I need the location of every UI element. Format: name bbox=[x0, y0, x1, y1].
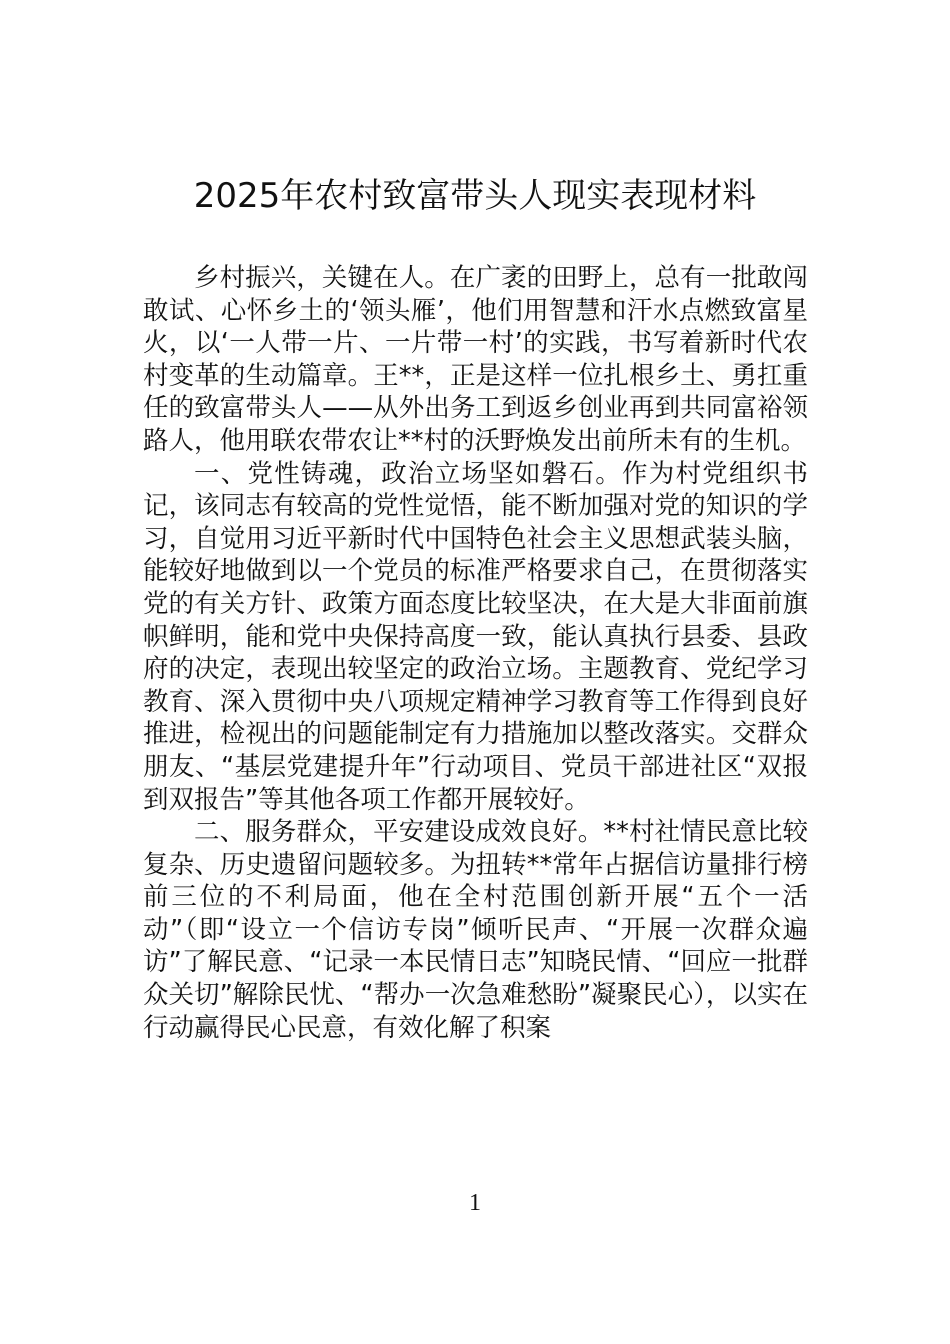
paragraph-section-one: 一、党性铸魂，政治立场坚如磐石。作为村党组织书记，该同志有较高的党性觉悟，能不断加强对党的知识的学习，自觉用习近平新时代中国特色社会主义思想武装头脑，能较好地做到以一个党员的标准严格要求自己，在贯彻落实党的有关方针、政策方面态度比较坚决，在大是大非面前旗帜鲜明，能和党中央保持高度一致，能认真执行县委、县政府的决定，表现出较坚定的政治立场。主题教育、党纪学习教育、深入贯彻中央八项规定精神学习教育等工作得到良好推进，检视出的问题能制定有力措施加以整改落实。交群众朋友、“基层党建提升年”行动项目、党员干部进社区“双报到双报告”等其他各项工作都开展较好。 bbox=[143, 458, 808, 815]
document-body bbox=[143, 262, 808, 1044]
paragraph-section-two: 二、服务群众，平安建设成效良好。**村社情民意比较复杂、历史遗留问题较多。为扭转**常年占据信访量排行榜前三位的不利局面，他在全村范围创新开展“五个一活动”（即“设立一个信访专岗”倾听民声、“开展一次群众遍访”了解民意、“记录一本民情日志”知晓民情、“回应一批群众关切”解除民忧、“帮办一次急难愁盼”凝聚民心），以实在行动赢得民心民意，有效化解了积案 bbox=[143, 817, 808, 1043]
page-number: 1 bbox=[469, 1190, 481, 1216]
document-title: 2025年农村致富带头人现实表现材料 bbox=[193, 176, 757, 216]
paragraph-intro: 乡村振兴，关键在人。在广袤的田野上，总有一批敢闯敢试、心怀乡土的‘领头雁’，他们用智慧和汗水点燃致富星火，以‘一人带一片、一片带一村’的实践，书写着新时代农村变革的生动篇章。王**，正是这样一位扎根乡土、勇扛重任的致富带头人——从外出务工到返乡创业再到共同富裕领路人，他用联农带农让**村的沃野焕发出前所未有的生机。 bbox=[143, 263, 808, 456]
